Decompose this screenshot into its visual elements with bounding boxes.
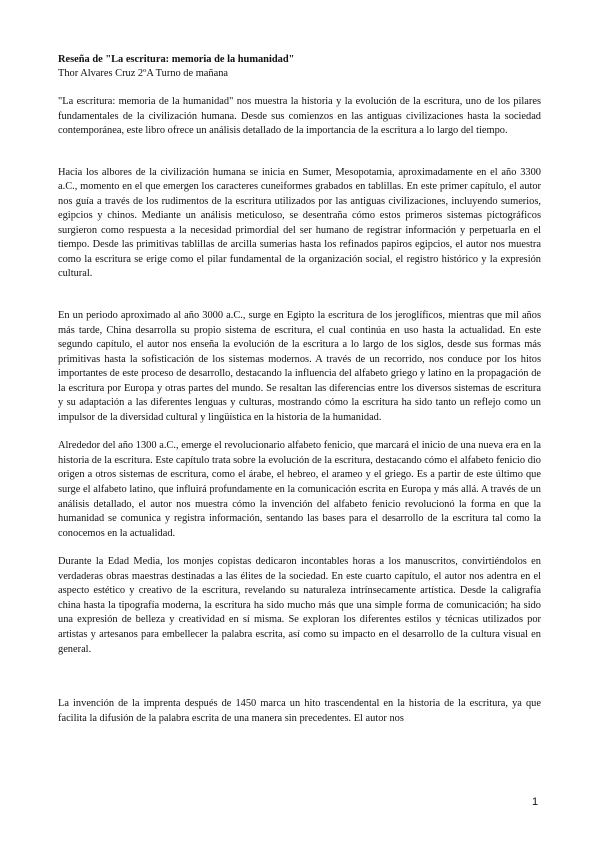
document-author-line: Thor Alvares Cruz 2ºA Turno de mañana (58, 68, 229, 79)
document-title: Reseña de "La escritura: memoria de la humanidad" (58, 54, 295, 65)
paragraph-printing-press: La invención de la imprenta después de 1450 marca un hito trascendental en la historia de la escritura, ya que facilita la difusión de la palabra escrita de una manera sin precedentes. El autor nos (58, 698, 541, 724)
document-body (58, 53, 541, 726)
paragraph-spacer (58, 139, 541, 166)
paragraph-egypt-china: En un periodo aproximado al año 3000 a.C., surge en Egipto la escritura de los jeroglíficos, mientras que mil años más tarde, China desarrolla su propio sistema de escritura, el cual continúa en uso hasta la actualidad. En este segundo capítulo, el autor nos enseña la evolución de la escritura a lo largo de los siglos, desde sus formas más primitivas hasta la sofisticación de los sistemas modernos. A través de un recorrido, nos conduce por los hitos importantes de este proceso de desarrollo, destacando la influencia del alfabeto griego y latino en la propagación de la escritura por Europa y otras partes del mundo. Se resaltan las diferencias entre los diversos sistemas de escritura y su adaptación a las diferentes lenguas y culturas, mostrando cómo la escritura ha sido tanto un reflejo como un impulsor de la diversidad cultural y lingüística en la historia de la humanidad. (58, 310, 541, 423)
paragraph-phoenician: Alrededor del año 1300 a.C., emerge el revolucionario alfabeto fenicio, que marcará el inicio de una nueva era en la historia de la escritura. Este capítulo trata sobre la evolución de la escritura, destacando cómo el alfabeto fenicio dio origen a otros sistemas de escritura, como el árabe, el hebreo, el arameo y el griego. Es a partir de este último que surge el alfabeto latino, que influirá profundamente en la comunicación escrita en Europa y más allá. A través de un análisis detallado, el autor nos muestra cómo la invención del alfabeto fenicio revolucionó la forma en que la humanidad se comunica y registra información, sentando las bases para el desarrollo de la escritura tal como la conocemos en la actualidad. (58, 440, 541, 539)
paragraph-spacer (58, 282, 541, 309)
paragraph-middle-ages: Durante la Edad Media, los monjes copistas dedicaron incontables horas a los manuscritos, convirtiéndolos en verdaderas obras maestras destinadas a las élites de la sociedad. En este cuarto capítulo, el autor nos adentra en el aspecto estético y creativo de la escritura, revelando su naturaleza intrínsecamente artística. Desde la caligrafía china hasta la tipografía moderna, la escritura ha sido mucho más que una simple forma de comunicación; ha sido una expresión de belleza y creatividad en sí misma. Se exploran los diferentes estilos y técnicas utilizados por artistas y artesanos para embellecer la palabra escrita, así como su impacto en el desarrollo de la cultura visual en general. (58, 556, 541, 655)
paragraph-spacer (58, 657, 541, 697)
paragraph-sumer: Hacia los albores de la civilización humana se inicia en Sumer, Mesopotamia, aproximadamente en el año 3300 a.C., momento en el que emergen los caracteres cuneiformes grabados en tablillas. En este primer capítulo, el autor nos guía a través de los rudimentos de la escritura utilizados por las antiguas civilizaciones, incluyendo sumerios, egipcios y chinos. Mediante un análisis meticuloso, se desentraña cómo estos primeros sistemas pictográficos surgieron como respuesta a la necesidad primordial del ser humano de registrar información y perpetuarla en el tiempo. Desde las primitivas tablillas de arcilla sumerias hasta los refinados papiros egipcios, el autor nos muestra como la escritura se erige como el pilar fundamental de la organización social, el registro histórico y la expresión cultural. (58, 166, 541, 280)
paragraph-spacer (58, 541, 541, 555)
paragraph-spacer (58, 425, 541, 439)
paragraph-intro: "La escritura: memoria de la humanidad" nos muestra la historia y la evolución de la escritura, uno de los pilares fundamentales de la civilización humana. Desde sus comienzos en las antiguas civilizaciones hasta la sociedad contemporánea, este libro ofrece un análisis detallado de la importancia de la escritura a lo largo del tiempo. (58, 96, 541, 137)
page-number: 1 (532, 796, 539, 808)
